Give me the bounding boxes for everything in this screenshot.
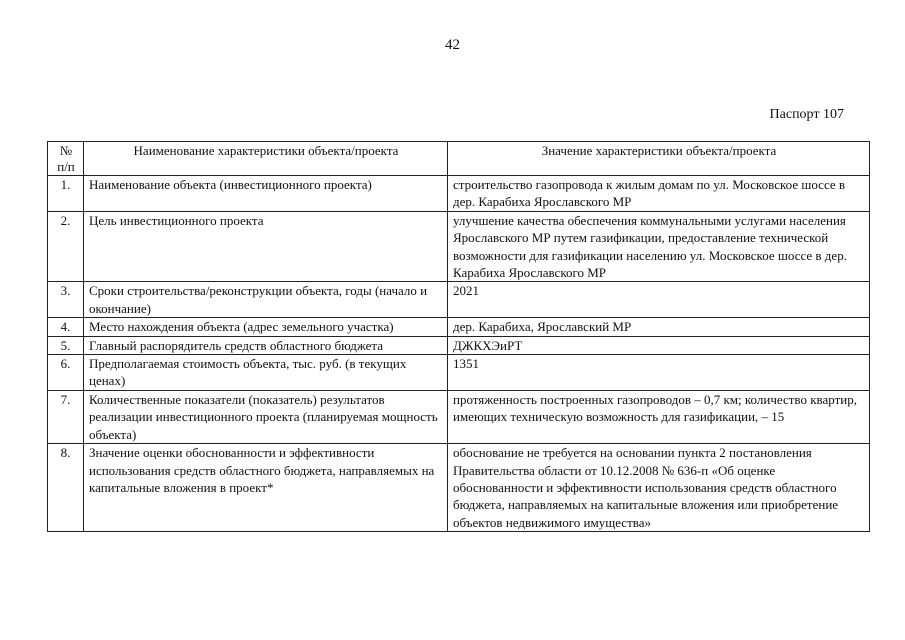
row-num: 5. — [48, 336, 84, 354]
row-value: строительство газопровода к жилым домам по ул. Московское шоссе в дер. Карабиха Ярославского МР — [448, 176, 870, 212]
row-num: 1. — [48, 176, 84, 212]
table-row — [48, 318, 870, 336]
table-header-row — [48, 142, 870, 176]
row-num: 6. — [48, 355, 84, 391]
row-value: обоснование не требуется на основании пункта 2 постановления Правительства области от 10.12.2008 № 636-п «Об оценке обоснованности и эффективности использования средств областного бюджета, направляемых на капитальные вложения или приобретение объектов недвижимого имущества» — [448, 444, 870, 532]
row-value: ДЖКХЭиРТ — [448, 336, 870, 354]
table-row — [48, 282, 870, 318]
table-row — [48, 211, 870, 282]
row-value: улучшение качества обеспечения коммунальными услугами населения Ярославского МР путем газификации, предоставление технической возможности для газификации населению ул. Московское шоссе в дер. Карабиха Ярославского МР — [448, 211, 870, 282]
header-name: Наименование характеристики объекта/проекта — [84, 142, 448, 176]
row-name: Значение оценки обоснованности и эффективности использования средств областного бюджета, направляемых на капитальные вложения в проект* — [84, 444, 448, 532]
row-num: 3. — [48, 282, 84, 318]
row-name: Главный распорядитель средств областного бюджета — [84, 336, 448, 354]
row-value: 2021 — [448, 282, 870, 318]
header-num: № п/п — [48, 142, 84, 176]
page-number: 42 — [445, 37, 460, 53]
row-name: Место нахождения объекта (адрес земельного участка) — [84, 318, 448, 336]
row-num: 4. — [48, 318, 84, 336]
row-name: Цель инвестиционного проекта — [84, 211, 448, 282]
table-row — [48, 390, 870, 443]
row-value: протяженность построенных газопроводов – 0,7 км; количество квартир, имеющих техническую возможность для газификации, – 15 — [448, 390, 870, 443]
passport-label: Паспорт 107 — [769, 107, 844, 122]
row-value: дер. Карабиха, Ярославский МР — [448, 318, 870, 336]
passport-table — [47, 141, 870, 532]
row-num: 8. — [48, 444, 84, 532]
row-value: 1351 — [448, 355, 870, 391]
row-name: Наименование объекта (инвестиционного проекта) — [84, 176, 448, 212]
table-row — [48, 444, 870, 532]
row-name: Количественные показатели (показатель) результатов реализации инвестиционного проекта (планируемая мощность объекта) — [84, 390, 448, 443]
header-value: Значение характеристики объекта/проекта — [448, 142, 870, 176]
table-row — [48, 176, 870, 212]
row-name: Сроки строительства/реконструкции объекта, годы (начало и окончание) — [84, 282, 448, 318]
row-name: Предполагаемая стоимость объекта, тыс. руб. (в текущих ценах) — [84, 355, 448, 391]
row-num: 2. — [48, 211, 84, 282]
table-row — [48, 355, 870, 391]
table-row — [48, 336, 870, 354]
row-num: 7. — [48, 390, 84, 443]
